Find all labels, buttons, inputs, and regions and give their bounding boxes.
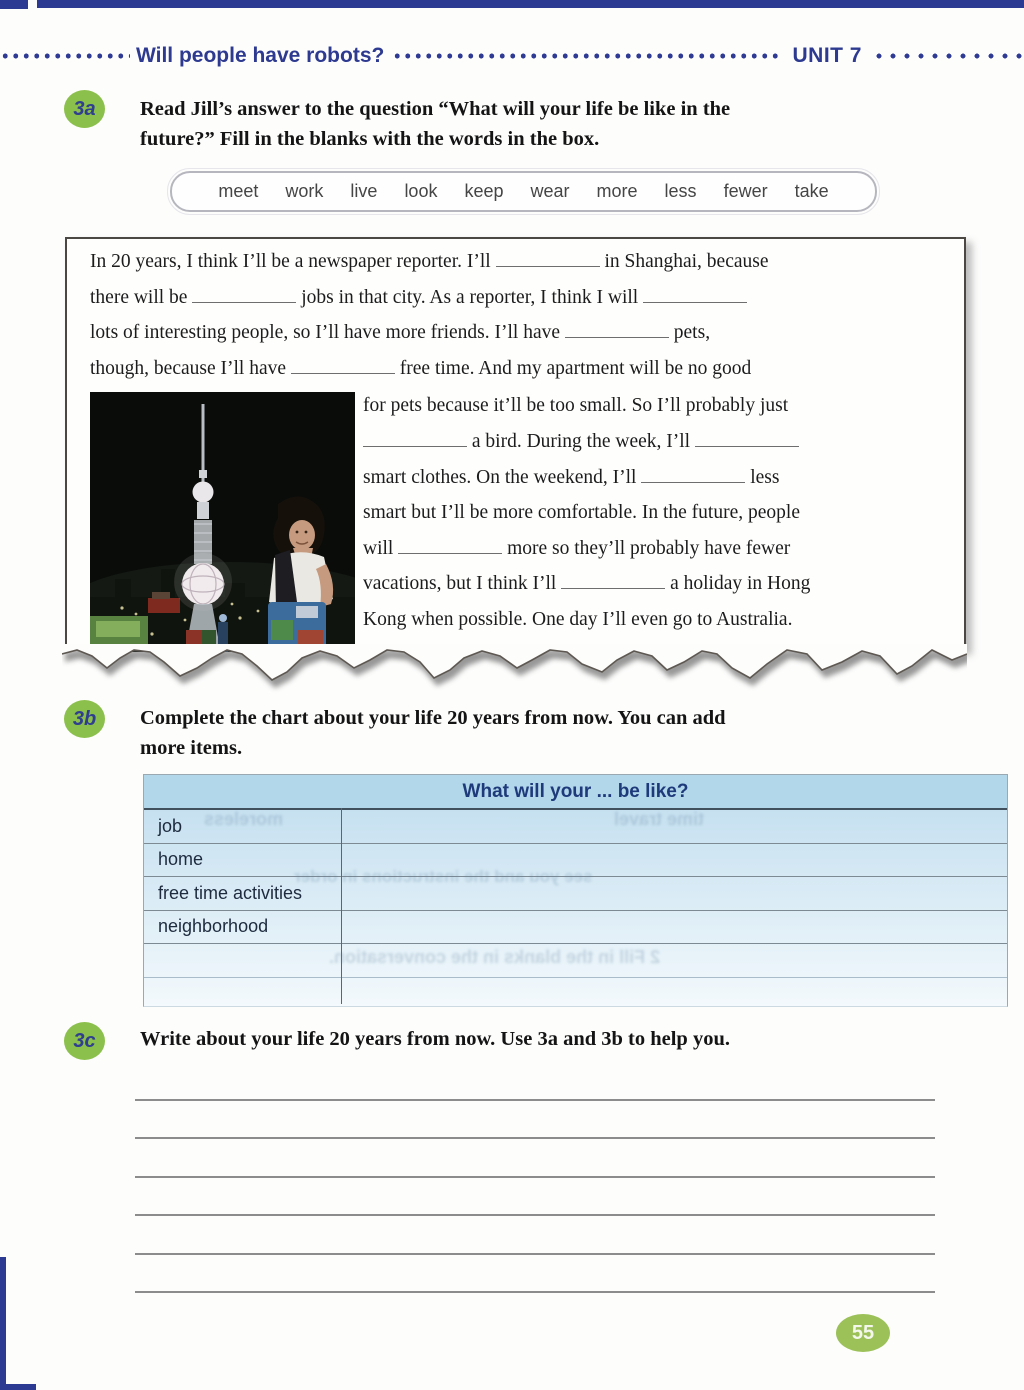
- row-label: home: [158, 849, 204, 870]
- passage-line: for pets because it’ll be too small. So I’ll probably just: [363, 395, 789, 417]
- bleed-through-text: time travel: [614, 809, 705, 829]
- page-number-badge: 55: [836, 1314, 890, 1352]
- writing-line: [135, 1291, 935, 1293]
- writing-line: [135, 1253, 935, 1255]
- scan-edge-artifact: [37, 0, 1024, 8]
- bleed-through-text: moreless: [204, 809, 284, 829]
- photo-shanghai-night: [90, 392, 355, 652]
- column-divider: [341, 808, 342, 1004]
- passage-line: smart but I’ll be more comfortable. In the future, people: [363, 502, 800, 524]
- fill-blank: [643, 288, 747, 303]
- passage-side-lines: [363, 388, 964, 652]
- instruction-line: more items.: [140, 737, 243, 759]
- instruction-line: future?” Fill in the blanks with the words in the box.: [140, 128, 600, 150]
- woman-figure: [268, 497, 333, 653]
- row-label: neighborhood: [158, 916, 269, 937]
- word-option: wear: [530, 181, 570, 201]
- table-header: What will your ... be like?: [144, 775, 1007, 810]
- section-3a-badge: 3a: [64, 90, 105, 128]
- word-option: keep: [464, 181, 504, 201]
- fill-blank: [192, 288, 296, 303]
- passage-top-lines: [67, 239, 964, 386]
- fill-blank: [496, 252, 600, 267]
- passage-line: smart clothes. On the weekend, I’ll less: [363, 466, 780, 488]
- fill-blank: [561, 574, 665, 589]
- section-3b-badge: 3b: [64, 700, 105, 738]
- instruction-line: Write about your life 20 years from now. Use 3a and 3b to help you.: [140, 1028, 730, 1050]
- word-box: [170, 171, 877, 212]
- passage-line: will more so they’ll probably have fewer: [363, 537, 791, 559]
- scan-edge-artifact: [0, 0, 28, 9]
- row-label: free time activities: [158, 882, 303, 903]
- table-row: [144, 911, 1007, 945]
- bleed-through-text: 2 Fill in the blanks in the conversation.: [329, 947, 661, 967]
- table-row: [144, 978, 1007, 1011]
- passage-line: vacations, but I think I’ll a holiday in Hong: [363, 573, 811, 595]
- row-label: job: [158, 815, 183, 836]
- word-option: live: [350, 181, 378, 201]
- passage-line: a bird. During the week, I’ll: [363, 424, 938, 460]
- writing-line: [135, 1099, 935, 1101]
- bleed-through-text: see you and the instructions in order: [294, 867, 593, 886]
- fill-blank: [291, 359, 395, 374]
- word-option: work: [285, 181, 324, 201]
- fill-blank: [565, 323, 669, 338]
- word-option: look: [404, 181, 438, 201]
- fill-blank: [641, 468, 745, 483]
- word-option: take: [794, 181, 829, 201]
- unit-label: UNIT 7: [792, 44, 862, 67]
- passage-line: Kong when possible. One day I’ll even go to Australia.: [363, 608, 793, 630]
- word-option: less: [664, 181, 697, 201]
- page-header: [0, 42, 1024, 70]
- instruction-line: Complete the chart about your life 20 years from now. You can add: [140, 707, 726, 729]
- dotted-rule: [392, 53, 782, 59]
- section-3c-badge: 3c: [64, 1022, 105, 1060]
- table-body: [144, 810, 1007, 1010]
- fill-blank: [695, 432, 799, 447]
- writing-line: [135, 1176, 935, 1178]
- word-option: fewer: [723, 181, 768, 201]
- fill-blank: [363, 432, 467, 447]
- instruction-3c: [140, 1024, 980, 1054]
- passage-line: lots of interesting people, so I’ll have more friends. I’ll have pets,: [90, 322, 711, 344]
- passage-line: there will be jobs in that city. As a reporter, I think I will: [90, 280, 936, 316]
- word-option: more: [596, 181, 638, 201]
- word-option: meet: [218, 181, 259, 201]
- writing-line: [135, 1137, 935, 1139]
- scan-edge-artifact: [0, 1257, 6, 1390]
- instruction-3a: [140, 94, 940, 154]
- instruction-3b: [140, 703, 950, 763]
- page-title: Will people have robots?: [136, 44, 385, 67]
- writing-line: [135, 1214, 935, 1216]
- scan-edge-artifact: [0, 1384, 36, 1390]
- passage-line: though, because I’ll have free time. And my apartment will be no good: [90, 357, 752, 379]
- dotted-rule: [0, 53, 130, 59]
- chart-table: [143, 774, 1008, 1007]
- passage-line: In 20 years, I think I’ll be a newspaper reporter. I’ll in Shanghai, because: [90, 251, 769, 272]
- dotted-rule: [872, 53, 1024, 59]
- passage-box: [65, 237, 966, 650]
- fill-blank: [398, 539, 502, 554]
- instruction-line: Read Jill’s answer to the question “What will your life be like in the: [140, 98, 731, 120]
